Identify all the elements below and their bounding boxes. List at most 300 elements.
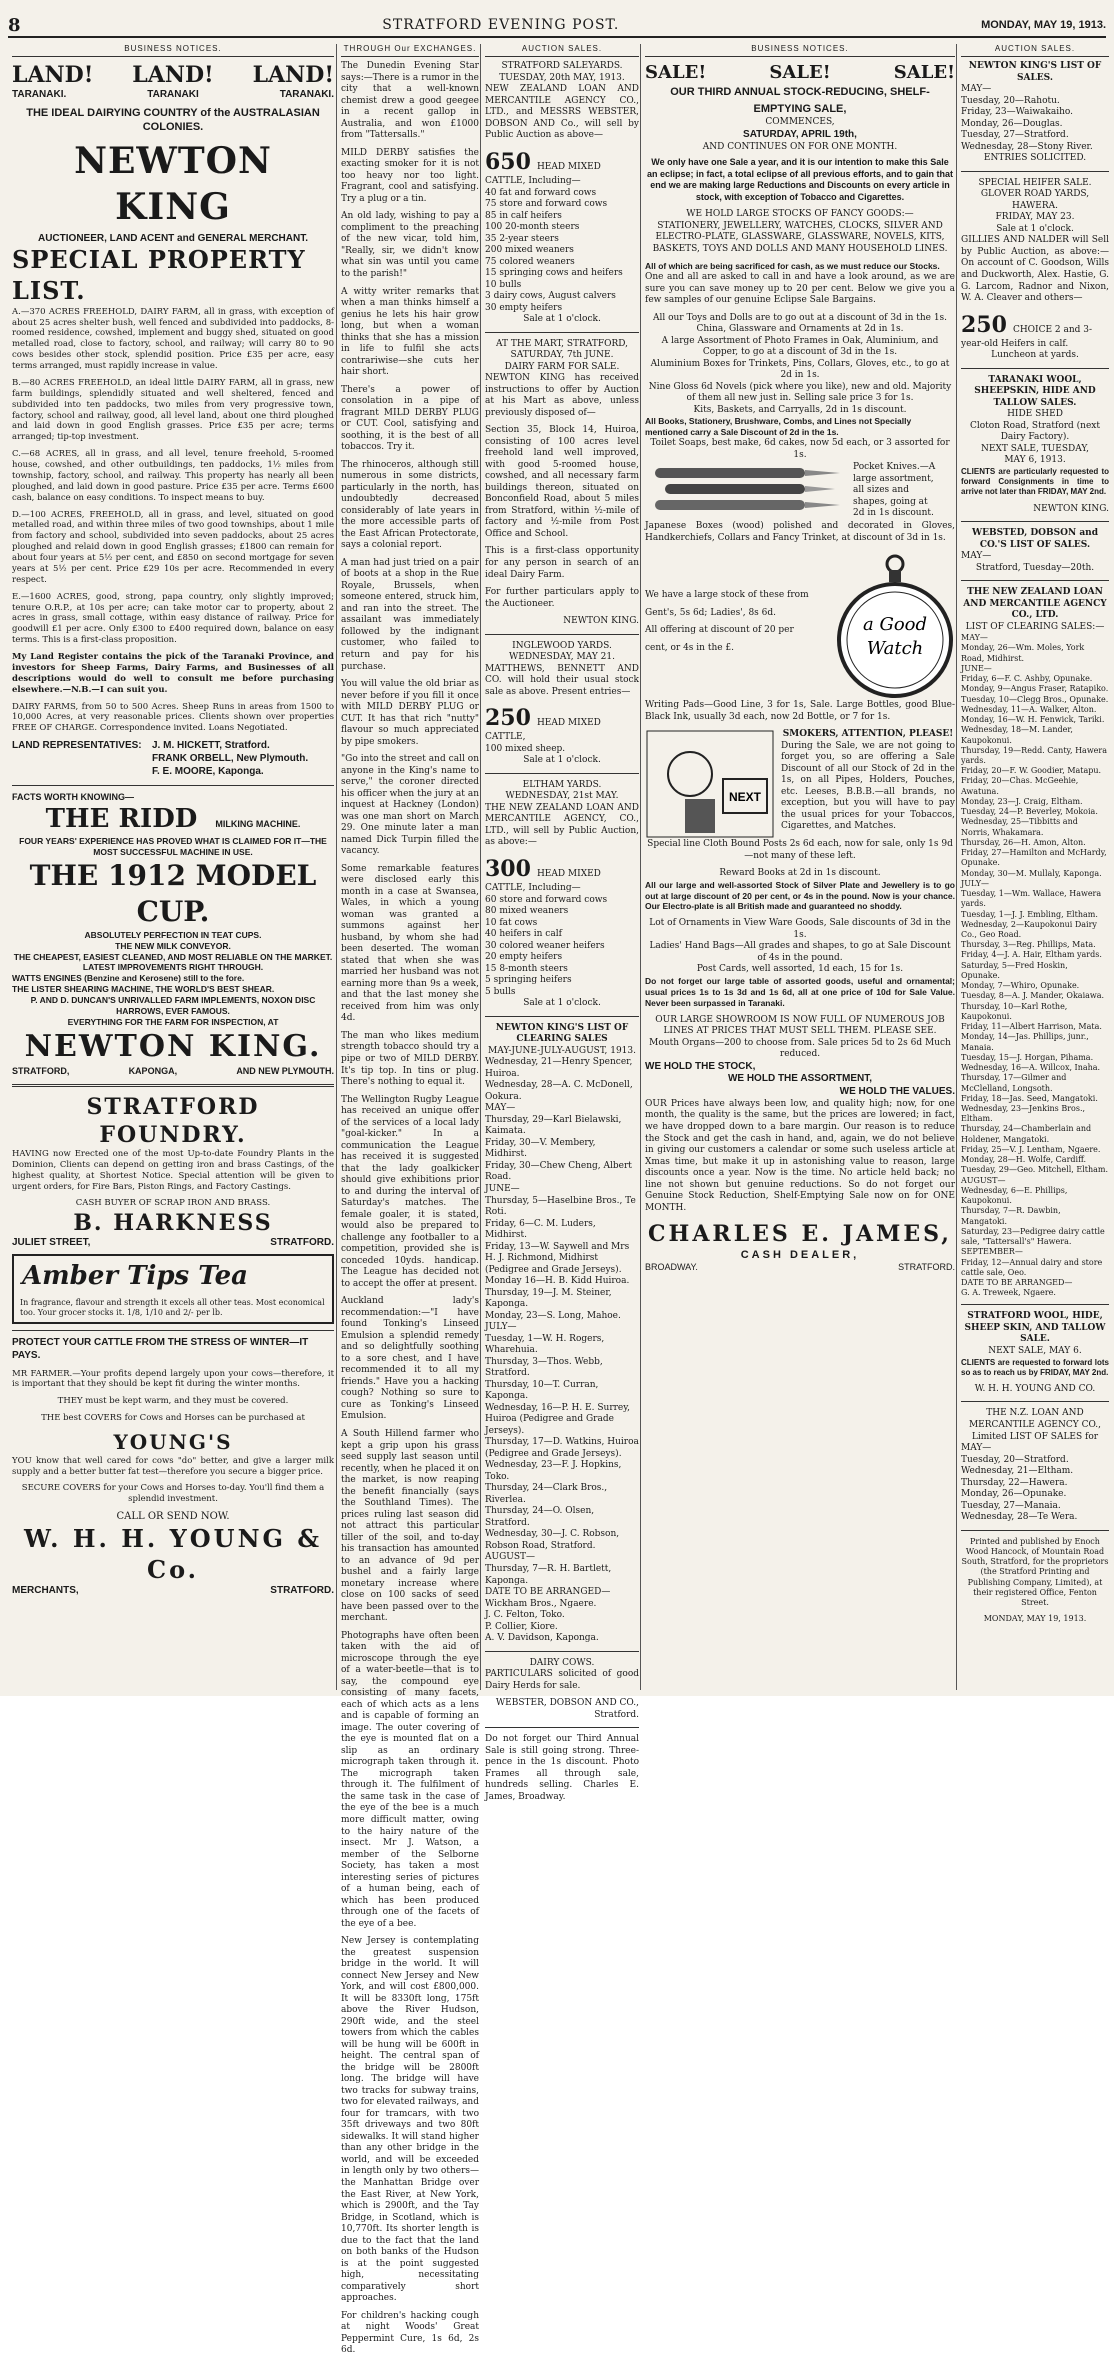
- nzl-item: Wednesday, 11—A. Walker, Alton.: [961, 704, 1097, 714]
- imprint-date: MONDAY, MAY 19, 1913.: [983, 1614, 1087, 1624]
- sacrificed: All of which are being sacrificed for cash, as we must reduce our Stocks.: [645, 261, 940, 272]
- nzl-item: Tuesday, 1—J. J. Embling, Eltham.: [961, 909, 1098, 919]
- clearing-item: Friday, 6—C. M. Luders, Midhirst.: [485, 1218, 596, 1241]
- rep-line: [12, 766, 334, 779]
- wool-sales: TARANAKI WOOL, SHEEPSKIN, HIDE AND TALLOW SALES.: [974, 374, 1096, 408]
- wool-sale-2: STRATFORD WOOL, HIDE, SHEEP SKIN, AND TALLOW SALE.: [964, 1311, 1106, 1345]
- clearing-item: Wednesday, 30—J. C. Robson, Robson Road, Stratford.: [485, 1529, 620, 1551]
- nzl-item: SEPTEMBER—: [961, 1247, 1023, 1257]
- sale2-text: NEWTON KING has received instructions to offer by Auction at his Mart as above, unless previously disposed of—: [485, 373, 639, 418]
- sale-item: 75 colored weaners: [485, 256, 575, 267]
- sale-item: 30 colored weaner heifers: [485, 940, 605, 951]
- gillies-text: GILLIES AND NALDER will Sell by Public Auction, as above:—On account of C. Goodson, Wills and Duckworth, Alex. Hastie, G. G. Larcom, Radnor and Nixon, W. A. Cleaver and others—: [961, 235, 1109, 304]
- nzl-item: Monday, 9—Angus Fraser, Ratapiko.: [961, 684, 1109, 694]
- newspaper-title: STRATFORD EVENING POST.: [382, 17, 620, 33]
- we-hold: WE HOLD LARGE STOCKS OF FANCY GOODS:—: [686, 209, 914, 220]
- sale4-what: HEAD MIXED CATTLE, Including—: [485, 868, 601, 894]
- luncheon: Luncheon at yards.: [991, 350, 1079, 361]
- nzl-item: Friday, 27—Hamilton and McHardy, Opunake.: [961, 848, 1107, 868]
- nk-sig: NEWTON KING.: [1033, 503, 1109, 514]
- knives-text: [853, 462, 935, 520]
- divider: [485, 773, 639, 774]
- sale-item: 60 store and forward cows: [485, 894, 608, 905]
- lister-line: THE LISTER SHEARING MACHINE, THE WORLD'S BEST SHEAR.: [12, 984, 275, 995]
- model-cup: THE 1912 MODEL CUP.: [29, 859, 317, 928]
- nzl-item: Tuesday, 29—Geo. Mitchell, Eltham.: [961, 1165, 1109, 1175]
- sale2-what: DAIRY FARM FOR SALE.: [504, 361, 620, 372]
- issue-date: MONDAY, MAY 19, 1913.: [981, 19, 1106, 31]
- nk-item: Tuesday, 27—Stratford.: [961, 130, 1069, 141]
- sale-word: SALE!: [769, 62, 831, 84]
- nzl-item: Thursday, 24—Chamberlain and Holdener, Mangatoki.: [961, 1124, 1092, 1144]
- exchange-paragraph: Auckland lady's recommendation:—"I have found Tonking's Linseed Emulsion a splendid remedy and so delightfully soothing to a sore chest, and I have recommended it to all my friends." Have you a hacking cough? Nothing so sure to cure as Tonking's Linseed Emulsion.: [341, 1296, 479, 1422]
- divider: [485, 332, 639, 333]
- column-heading: AUCTION SALES.: [485, 44, 639, 57]
- watch-label-a: a Good: [862, 614, 928, 636]
- taranaki-row: [12, 89, 334, 102]
- special-line: Special line Cloth Bound Posts 2s 6d each, now for sale, only 1s 9d—not many of these left.: [647, 839, 953, 861]
- secure-covers: SECURE COVERS for your Cows and Horses to-day. You'll find them a splendid investment.: [21, 1483, 325, 1505]
- town: AND NEW PLYMOUTH.: [236, 1066, 334, 1077]
- town: KAPONGA,: [128, 1066, 178, 1077]
- nzl-items: [961, 633, 1109, 1298]
- nzl-item: Wednesday, 18—M. Lander, Kaupokonui.: [961, 725, 1073, 745]
- glover-yards: GLOVER ROAD YARDS, HAWERA.: [980, 189, 1090, 211]
- sale-word: SALE!: [645, 62, 707, 84]
- sale-item: 5 springing heifers: [485, 975, 572, 986]
- japanese-boxes: Japanese Boxes (wood) polished and decorated in Gloves, Handkerchiefs, Collars and Fancy Trinket, at discount of 3d in 1s.: [645, 521, 955, 543]
- latest-line: LATEST IMPROVEMENTS RIGHT THROUGH.: [82, 962, 264, 973]
- spacer: [12, 766, 152, 779]
- sale-item: 30 empty heifers: [485, 302, 563, 313]
- nzl-item: Friday, 12—Annual dairy and store cattle sale, Oeo.: [961, 1257, 1103, 1277]
- stationery: STATIONERY, JEWELLERY, WATCHES, CLOCKS, SILVER AND ELECTRO-PLATE, GLASSWARE, GLASSWARE, NOVELS, KITS, BASKETS, TOYS AND DOLLS AND MANY HOUSEHOLD LINES.: [652, 220, 948, 254]
- post-cards: Post Cards, well assorted, 1d each, 15 for 1s.: [696, 964, 904, 975]
- divider: [961, 1401, 1109, 1402]
- sale4-time: Sale at 1 o'clock.: [523, 998, 601, 1009]
- sale4-text: THE NEW ZEALAND LOAN AND MERCANTILE AGENCY, CO., LTD., will sell by Public Auction, as above:—: [485, 802, 639, 848]
- nzm-item: MAY—: [961, 1443, 992, 1454]
- head-count: 250: [961, 311, 1007, 338]
- clearing-item: JUNE—: [485, 1183, 520, 1194]
- exchange-paragraph: A witty writer remarks that when a man thinks himself a genius he lets his hair grow long, but when a woman thinks that she has a mission in life to fulfil she acts contrariwise—she cuts her hair short.: [341, 286, 479, 378]
- pocket-knives-ad: [645, 461, 955, 521]
- nk-item: Wednesday, 28—Stony River.: [961, 141, 1093, 152]
- stratford-20: Stratford, Tuesday—20th.: [975, 562, 1095, 573]
- knives-line: all sizes and: [853, 485, 909, 496]
- sale3-what: HEAD MIXED CATTLE,: [485, 718, 601, 743]
- watch-line: All offering at discount of 20 per: [645, 625, 794, 636]
- arranged-item: J. C. Felton, Toko.: [485, 1610, 565, 1621]
- nzl-item: Friday, 20—Chas. McGeehie, Awatuna.: [961, 776, 1079, 796]
- kits: Kits, Baskets, and Carryalls, 2d in 1s discount.: [693, 404, 907, 415]
- sale1-date: TUESDAY, 20th MAY, 1913.: [499, 72, 625, 83]
- whh-young: W. H. H. YOUNG & Co.: [23, 1523, 323, 1584]
- clearing-item: Wednesday, 28—A. C. McDonell, Ookura.: [485, 1080, 633, 1102]
- hand-bags: Ladies' Hand Bags—All grades and shapes, to go at Sale Discount of 4s in the pound.: [649, 941, 951, 963]
- column-auction-sales: [480, 44, 643, 1802]
- sale1-items: [485, 188, 639, 315]
- nzl-item: AUGUST—: [961, 1175, 1006, 1185]
- sale-item: 80 mixed weaners: [485, 906, 569, 917]
- exchange-paragraph: Some remarkable features were disclosed early this month in a case at Swansea, Wales, in which a young woman was granted a summons against her husband, by whom she had been deserted. The woman stated that when she was married her husband was not earning more than 9s a week, and that the last money she received from him was only 4d.: [341, 863, 479, 1024]
- exchange-paragraph: A man had just tried on a pair of boots at a shop in the Rue Royale, Brussels, when someone entered, struck him, and ran into the street. The assailant was immediately followed by the indignant customer, who failed to return and pay for his purchase.: [341, 557, 479, 672]
- taranaki-word: TARANAKI.: [279, 89, 334, 101]
- clearing-list-items: [485, 1057, 639, 1587]
- exchange-paragraph: "Go into the street and call on anyone in the King's name to serve," the coroner directed his officer when the jury at an inquest at Hackney (London) was one man short on March 29. One minute later a man named Dick Turpin filled the vacancy.: [341, 754, 479, 857]
- divider: [485, 1016, 639, 1017]
- sale4-date: WEDNESDAY, 21st MAY.: [505, 791, 619, 802]
- sale-item: 75 store and forward cows: [485, 199, 608, 210]
- column-heading: AUCTION SALES.: [961, 44, 1109, 57]
- cj-address: [645, 1262, 955, 1274]
- exchange-paragraphs: [341, 61, 479, 2356]
- property-item: A.—370 ACRES FREEHOLD, DAIRY FARM, all in grass, with exception of about 25 acres shelter bush, well fenced and subdivided into paddocks, 8-roomed residence, cowshed, implement and buggy shed, situated on good metalled road, close to factory, school, and railway; will carry 80 to 90 cows besides other stock, splendid position. Price £35 per acre, easy terms arranged, must rapidly increase in value.: [12, 306, 334, 372]
- knives-line: 2d in 1s discount.: [853, 508, 934, 519]
- clearing-item: Thursday, 24—O. Olsen, Stratford.: [485, 1506, 595, 1528]
- page-number: 8: [8, 14, 21, 36]
- sale-item: 10 fat cows: [485, 917, 538, 928]
- cheapest-line: THE CHEAPEST, EASIEST CLEANED, AND MOST RELIABLE ON THE MARKET.: [13, 951, 333, 962]
- novels: Nine Gloss 6d Novels (pick where you like), new and old. Majority of them all new just in. Selling sale price 3 for 1s.: [648, 381, 952, 404]
- head-count: 250: [485, 705, 531, 732]
- nzm-item: Thursday, 22—Hawera.: [961, 1477, 1068, 1488]
- photo-frames: A large Assortment of Photo Frames in Oak, Aluminium, and Copper, to go at a discount of 3d in the 1s.: [661, 335, 939, 358]
- dairy-cows: DAIRY COWS.: [529, 1657, 595, 1668]
- broadway: BROADWAY.: [645, 1262, 698, 1273]
- entries: ENTRIES SOLICITED.: [983, 153, 1087, 164]
- imprint: Printed and published by Enoch Wood Hancock, of Mountain Road South, Stratford, for the proprietors (the Stratford Printing and Publishing Company, Limited), at their registered Office, Fenton Street.: [961, 1536, 1109, 1608]
- rep-name: J. M. HICKETT, Stratford.: [152, 740, 270, 752]
- nzm-item: Wednesday, 21—Eltham.: [961, 1466, 1074, 1477]
- arranged-item: P. Collier, Kiore.: [485, 1621, 558, 1632]
- arranged-item: Wickham Bros., Ngaere.: [485, 1598, 597, 1609]
- watch-line: cent, or 4s in the £.: [645, 642, 735, 653]
- land-register: My Land Register contains the pick of the Taranaki Province, and investors for Sheep Farms, Dairy Farms, and Businesses of all descriptions would do well to consult me before purchasing elsewhere.—N.B.—I can suit you.: [12, 652, 334, 695]
- divider: [961, 368, 1109, 369]
- foundry-heading: STRATFORD FOUNDRY.: [86, 1093, 260, 1148]
- nzl-item: Thursday, 3—Reg. Phillips, Mata.: [961, 940, 1096, 950]
- nk-item: Tuesday, 20—Rahotu.: [961, 95, 1060, 106]
- merchants-label: MERCHANTS,: [12, 1585, 79, 1597]
- duncan-line: P. AND D. DUNCAN'S UNRIVALLED FARM IMPLEMENTS, NOXON DISC HARROWS, EVER FAMOUS.: [30, 995, 316, 1016]
- commences: COMMENCES,: [765, 117, 835, 128]
- head-count: 650: [485, 148, 531, 175]
- nk-list-items: [961, 84, 1109, 153]
- reward-books: Reward Books at 2d in 1s discount.: [719, 868, 881, 879]
- one-oclock: Sale at 1 o'clock.: [996, 223, 1074, 234]
- sale2-body: Section 35, Block 14, Huiroa, consisting of 100 acres level freehold land well improved, with good 5-roomed house, cowshed, and all necessary farm buildings thereon, situated on Bonconfield Road, about 5 miles from Stratford, within ½-mile of factory and ½-mile from Post Office and School.: [485, 425, 639, 539]
- books: All Books, Stationery, Brushware, Combs, and Lines not Specially mentioned carry a Sale Discount of 2d in the 1s.: [645, 416, 912, 438]
- auctioneer-line: AUCTIONEER, LAND ACENT and GENERAL MERCHANT.: [37, 232, 308, 244]
- nzl-item: Friday, 20—F. W. Goodier, Matapu.: [961, 766, 1102, 776]
- sale-banner: [645, 61, 955, 84]
- protect-cattle: PROTECT YOUR CATTLE FROM THE STRESS OF WINTER—IT PAYS.: [12, 1336, 309, 1361]
- sale-item: 100 20-month steers: [485, 222, 580, 233]
- clearing-item: Monday 16—H. B. Kidd Huiroa.: [485, 1276, 630, 1287]
- exchange-paragraph: MILD DERBY satisfies the exacting smoker for it is not too heavy nor too light. Fragrant, cool and satisfying. Try a plug or a tin.: [341, 147, 479, 204]
- nzl-item: Wednesday, 6—E. Phillips, Kaupokonui.: [961, 1185, 1068, 1206]
- nk-list-title: NEWTON KING'S LIST OF SALES.: [968, 61, 1102, 83]
- hold-values: WE HOLD THE VALUES.: [839, 1086, 955, 1098]
- nzl-item: Monday, 23—J. Craig, Eltham.: [961, 796, 1083, 806]
- property-item: D.—100 ACRES, FREEHOLD, all in grass, and level, situated on good metalled road, and within three miles of two good townships, about 1 mile from factory and school, subdivided into seven paddocks, about 25 acres ploughed and relaid down in good English grasses; £1800 can remain for about four years at 5½ per cent, and £850 on second mortgage for seven years at 5½ per cent. Price £29 10s per acre. Recommended in every respect.: [12, 509, 334, 585]
- nzl-item: Monday, 28—H. Wolfe, Cardiff.: [961, 1155, 1087, 1165]
- nzl-item: Saturday, 5—Fred Hoskin, Opunake.: [961, 960, 1068, 980]
- showroom: OUR LARGE SHOWROOM IS NOW FULL OF NUMEROUS JOB LINES AT PRICES THAT MUST SELL THEM. PLEASE SEE.: [655, 1014, 945, 1037]
- sale1-time: Sale at 1 o'clock.: [523, 314, 601, 325]
- column-business-notices: [8, 44, 338, 1690]
- nzl-item: DATE TO BE ARRANGED—: [961, 1277, 1073, 1287]
- property-item: C.—68 ACRES, all in grass, and all level, tenure freehold, 5-roomed house, cowshed, and other outbuildings, ten paddocks, 1½ miles from township, factory, school, and railway. This property has nearly all been ploughed, and laid down in good pasture. Price £35 per acre. Terms £600 cash, balance on easy conditions. To inspect means to buy.: [12, 449, 334, 503]
- divider: [485, 1727, 639, 1728]
- merchants-town: STRATFORD.: [270, 1585, 334, 1597]
- particulars: PARTICULARS solicited of good Dairy Herds for sale.: [485, 1669, 639, 1691]
- sale4-count: [485, 855, 639, 895]
- do-not-forget: Do not forget our large table of assorted goods, useful and ornamental; usual prices 1s to 1s 3d and 1s 6d, all at one price of 10d for Sale Value. Never been surpassed in Taranaki.: [645, 975, 955, 1008]
- land-word: LAND!: [132, 62, 214, 89]
- divider: [961, 580, 1109, 581]
- smokers-ad: [645, 729, 955, 839]
- nzl-item: Thursday, 26—H. Amon, Alton.: [961, 837, 1086, 847]
- nzm-items: [961, 1443, 1109, 1524]
- nzl-item: MAY—: [961, 633, 988, 643]
- knives-icon: [645, 462, 845, 520]
- taranaki-word: TARANAKI.: [12, 89, 67, 101]
- cash-buyer: CASH BUYER OF SCRAP IRON AND BRASS.: [75, 1198, 271, 1209]
- choice-text: CHOICE 2 and 3-year-old Heifers in calf.: [961, 324, 1093, 349]
- nzl-item: Friday, 4—J. A. Hair, Eltham yards.: [961, 950, 1102, 960]
- hold-stock: WE HOLD THE STOCK,: [645, 1060, 756, 1072]
- youngs-heading: YOUNG'S: [113, 1430, 233, 1455]
- dairy-farms: DAIRY FARMS, from 50 to 500 Acres. Sheep Runs in areas from 1500 to 10,000 Acres, at very reasonable prices. Clients shown over properties FREE OF CHARGE. Correspondence invited. Loans Negotiated.: [12, 701, 334, 734]
- nzl-item: Tuesday, 24—P. Beverley, Mokoia.: [961, 807, 1098, 817]
- sale3-title: INGLEWOOD YARDS.: [512, 640, 612, 651]
- cloton-road: Cloton Road, Stratford (next Dairy Factory).: [970, 420, 1100, 443]
- divider: [12, 785, 334, 786]
- nzm-item: Wednesday, 28—Te Wera.: [961, 1512, 1078, 1523]
- continues: AND CONTINUES ON FOR ONE MONTH.: [702, 141, 898, 152]
- clearing-item: Thursday, 7—R. H. Bartlett, Kaponga.: [485, 1564, 612, 1586]
- sale2-title: AT THE MART, STRATFORD,: [496, 338, 628, 349]
- prices-paragraph: OUR Prices have always been low, and quality high; now, for one month, the quality is the same, but the prices are lowered; in fact, we have dropped down to a bare margin. Our reason is to reduce the Stock and get the cash in hand, and, again, we do not believe in giving our customers a calendar or some such useless article at Xmas time, but make it up in astonishing value to reason, large discounts once a year. Now is the time. No article held back; no line not shown but genuine reductions. So do not forget our Genuine Stock Reduction, Shelf-Emptying Sale now on for ONE MONTH.: [645, 1098, 955, 1213]
- nzl-item: Thursday, 19—Redd. Canty, Hawera yards.: [961, 745, 1107, 766]
- watch-line: Gent's, 5s 6d; Ladies', 8s 6d.: [645, 607, 777, 618]
- best-covers: THE best COVERS for Cows and Horses can be purchased at: [41, 1413, 305, 1424]
- exchange-paragraph: The Wellington Rugby League has received an unique offer of the services of a local lady "goal-kicker." In a communication the League has received it is suggested that the lady goalkicker should give exhibitions prior to and during the interval of Saturday's matches. The female goaler, it is stated, would also be prepared to challenge any footballer to a competition, provided she is conceded 10yds. handicap. The League has decided not to accept the offer at present.: [341, 1094, 479, 1289]
- amber-title: Amber Tips Tea: [22, 1261, 249, 1292]
- absolutely-line: ABSOLUTELY PERFECTION IN TEAT CUPS.: [84, 929, 262, 940]
- clearing-item: Thursday, 5—Haselbine Bros., Te Roti.: [485, 1195, 636, 1218]
- clients-note-2: CLIENTS are requested to forward lots so as to reach us by FRIDAY, MAY 2nd.: [961, 1357, 1109, 1377]
- exchange-paragraph: A South Hillend farmer who kept a grip upon his grass seed supply last season until recently, when he placed it on the market, is now reaping the benefit financially (says the Southland Times). The prices ruling last season did not attract this particular tiller of the soil, and to-day his transaction has amounted to an advance of 9d per bushel and a fairly large monetary increase where close on 100 sacks of seed have been passed over to the merchant.: [341, 1428, 479, 1624]
- saturday: SATURDAY, APRIL 19th,: [743, 128, 857, 140]
- smoker-next-icon: [645, 729, 775, 839]
- clearing-item: Thursday, 3—Thos. Webb, Stratford.: [485, 1356, 603, 1379]
- nzl-item: Wednesday, 2—Kaupokonui Dairy Co., Geo Road.: [961, 919, 1097, 939]
- toys: All our Toys and Dolls are to go out at a discount of 3d in the 1s.: [652, 312, 948, 323]
- sale1-what: HEAD MIXED CATTLE, Including—: [485, 161, 601, 186]
- divider: [485, 634, 639, 635]
- third-annual: OUR THIRD ANNUAL STOCK-REDUCING, SHELF-EMPTYING SALE,: [670, 86, 930, 115]
- rep-line: [12, 753, 334, 766]
- exchange-paragraph: New Jersey is contemplating the greatest suspension bridge in the world. It will connect New Jersey and New York, and will cost £800,000. It will be 8330ft long, 175ft above the River Hudson, 290ft wide, and the steel towers from which the cables will be hung will be 600ft in height. The central span of the bridge will be 2800ft long. The bridge will have two tracks for subway trains, two for elevated railways, and four for tramcars, with two 35ft driveways and two 80ft sidewalks. It will stand higher than any other bridge in the world, and will be exceeded in length only by two others—the Manhattan Bridge over the East River, at New York, which is 2900ft, and the Tay Bridge, in Scotland, which is 10,770ft. Its shorter length is due to the fact that the land on both banks of the Hudson is at the point suggested high, necessitating comparatively short approaches.: [341, 1936, 479, 2304]
- watts-line: WATTS ENGINES (Benzine and Kerosene) still to the fore.: [12, 973, 245, 984]
- nzl-item: Thursday, 7—R. Dawbin, Mangatoki.: [961, 1206, 1061, 1226]
- nzm-item: Tuesday, 27—Manaia.: [961, 1500, 1061, 1511]
- smokers-text: [781, 729, 955, 839]
- mouth-organs: Mouth Organs—200 to choose from. Sale prices 5d to 2s 6d Much reduced.: [649, 1037, 951, 1060]
- clearing-item: Thursday, 17—D. Watkins, Huiroa (Pedigree and Grade Jerseys).: [485, 1437, 639, 1459]
- clearing-list-period: MAY-JUNE-JULY-AUGUST, 1913.: [488, 1045, 636, 1056]
- clearing-item: Thursday, 29—Karl Bielawski, Kaimata.: [485, 1114, 622, 1137]
- clearing-item: Friday, 13—W. Saywell and Mrs H. J. Richmond, Midhirst (Pedigree and Grade Jerseys).: [485, 1241, 630, 1275]
- toilet-soaps: Toilet Soaps, best make, 6d cakes, now 5d each, or 3 assorted for 1s.: [650, 438, 950, 460]
- nk-item: MAY—: [961, 84, 992, 95]
- choice-count: [961, 311, 1109, 351]
- ridd-banner: [12, 803, 334, 836]
- clearing-item: Friday, 30—Chew Cheng, Albert Road.: [485, 1160, 632, 1183]
- nzl-list: LIST OF CLEARING SALES:—: [965, 621, 1105, 632]
- nzl-item: Wednesday, 25—Tibbitts and Norris, Whakamara.: [961, 817, 1078, 837]
- they-must: THEY must be kept warm, and they must be covered.: [57, 1396, 289, 1407]
- sale-word: SALE!: [893, 62, 955, 84]
- merchants-row: [12, 1585, 334, 1598]
- webster-list: WEBSTED, DOBSON and CO.'S LIST OF SALES.: [972, 528, 1098, 550]
- nzl-item: Wednesday, 16—A. Willcox, Inaha.: [961, 1063, 1101, 1073]
- clearing-item: Thursday, 10—T. Curran, Kaponga.: [485, 1379, 599, 1402]
- clearing-item: Wednesday, 23—F. J. Hopkins, Toko.: [485, 1460, 622, 1482]
- nzl-item: Wednesday, 23—Jenkins Bros., Eltham.: [961, 1103, 1086, 1124]
- conveyor-line: THE NEW MILK CONVEYOR.: [115, 940, 231, 951]
- everything-line: EVERYTHING FOR THE FARM FOR INSPECTION, AT: [67, 1016, 279, 1027]
- sale2-body2: This is a first-class opportunity for any person in search of an ideal Dairy Farm.: [485, 546, 639, 580]
- one-and-all: One and all are asked to call in and have a look around, as we are sure you can save money up to 20 per cent. Below we give you a few samples of our genuine Eclipse Sale Bargains.: [645, 272, 955, 306]
- land-banner: [12, 61, 334, 89]
- clearing-item: Wednesday, 21—Henry Spencer, Huiroa.: [485, 1057, 633, 1079]
- juliet-street: JULIET STREET,: [12, 1237, 91, 1249]
- sale2-date: SATURDAY, 7th JUNE.: [510, 350, 614, 361]
- taranaki-word: TARANAKI: [147, 89, 199, 101]
- land-word: LAND!: [12, 62, 94, 89]
- hide-shed: HIDE SHED: [1007, 409, 1063, 420]
- clearing-item: AUGUST—: [485, 1552, 536, 1563]
- nzl-item: Monday, 16—W. H. Fenwick, Tariki.: [961, 715, 1105, 725]
- charles-james: CHARLES E. JAMES,: [648, 1221, 952, 1248]
- clearing-item: Friday, 30—V. Membery, Midhirst.: [485, 1137, 596, 1160]
- arranged-title: DATE TO BE ARRANGED—: [485, 1587, 611, 1598]
- land-representatives: [12, 740, 334, 753]
- exchange-paragraph: For children's hacking cough at night Woods' Great Peppermint Cure, 1s 6d, 2s 6d.: [341, 2310, 479, 2356]
- nzl-item: Tuesday, 1—Wm. Wallace, Hawera yards.: [961, 889, 1102, 909]
- cj-town: STRATFORD.: [898, 1262, 955, 1273]
- clearing-item: Tuesday, 1—W. H. Rogers, Wharehuia.: [485, 1333, 605, 1356]
- sale1-count: [485, 148, 639, 188]
- column-exchanges: [336, 44, 483, 2356]
- divider: [12, 1084, 334, 1087]
- sale1-title: STRATFORD SALEYARDS.: [501, 61, 623, 72]
- knives-line: large assortment,: [853, 473, 934, 484]
- sale-item: 10 bulls: [485, 279, 522, 290]
- nzl-item: G. A. Treweek, Ngaere.: [961, 1288, 1056, 1298]
- divider: [961, 171, 1109, 172]
- may6: MAY 6, 1913.: [1004, 455, 1066, 466]
- property-item: E.—1600 ACRES, good, strong, papa country, only slightly improved; tenure O.R.P., at 10s per acre; can take motor car to property, about 2 acres in grass, small cottage, within easy distance of railway. Price for goodwill £1 per acre. Only £300 to £400 required down, balance on easy terms. This is a first-class proposition.: [12, 591, 334, 646]
- sale4-title: ELTHAM YARDS.: [522, 779, 602, 790]
- knives-line: Pocket Knives.—A: [853, 462, 936, 473]
- next-sale-2: NEXT SALE, MAY 6.: [988, 1345, 1082, 1356]
- watch-text: [645, 590, 835, 660]
- newton-king-heading: NEWTON KING: [74, 140, 272, 229]
- column-auction-sales-2: [956, 44, 1113, 1690]
- nzl-item: Friday, 11—Albert Harrison, Mata.: [961, 1022, 1102, 1032]
- china: China, Glassware and Ornaments at 2d in 1s.: [696, 324, 904, 335]
- nzm-item: Tuesday, 20—Stratford.: [961, 1454, 1069, 1465]
- column-charles-james: [640, 44, 959, 1690]
- column-heading: BUSINESS NOTICES.: [12, 44, 334, 57]
- nzl-item: JULY—: [961, 878, 990, 888]
- nzl-item: Thursday, 17—Gilmer and McClelland, Longsoth.: [961, 1073, 1067, 1093]
- sale-item: 200 mixed weaners: [485, 245, 574, 256]
- sale2-body3: For further particulars apply to the Auctioneer.: [485, 587, 639, 609]
- foundry-town: STRATFORD.: [270, 1237, 334, 1249]
- may-label: MAY—: [961, 551, 992, 562]
- nzl-item: Thursday, 10—Karl Rothe, Kaupokonui.: [961, 1001, 1068, 1021]
- nzl-item: Friday, 25—V. J. Lentham, Ngaere.: [961, 1144, 1101, 1154]
- divider: [961, 521, 1109, 522]
- juliet-row: [12, 1237, 334, 1250]
- heifer-sale: SPECIAL HEIFER SALE.: [978, 177, 1092, 188]
- nzl-item: Monday, 30—M. Mullaly, Kaponga.: [961, 868, 1102, 878]
- nk-item: Friday, 23—Waiwakaiho.: [961, 107, 1074, 118]
- nzl-item: Friday, 18—Jas. Seed, Mangatoki.: [961, 1093, 1098, 1103]
- nzm-item: Monday, 26—Opunake.: [961, 1489, 1067, 1500]
- divider: [961, 1304, 1109, 1305]
- sale-item: 40 heifers in calf: [485, 929, 562, 940]
- exchange-paragraph: The Dunedin Evening Star says:—There is a rumor in the city that a well-known chemist drew a good geegee in a recent gallop in Australia, and won £1000 from "Tattersalls.": [341, 61, 479, 141]
- sale-item: 35 2-year steers: [485, 233, 559, 244]
- exchange-paragraph: The man who likes medium strength tobacco should try a pipe or two of MILD DERBY. It's tip top. In tins or plug. There's nothing to equal it.: [341, 1030, 479, 1088]
- facts-worth-knowing: FACTS WORTH KNOWING—: [12, 791, 134, 802]
- head-count: 300: [485, 855, 531, 882]
- amber-tips-ad: [12, 1254, 334, 1324]
- watch-label-b: Watch: [866, 638, 924, 660]
- clients-note: CLIENTS are particularly requested to forward Consignments in time to arrive not later than FRIDAY, MAY 2nd.: [961, 466, 1109, 497]
- nzl-item: Monday, 14—Jas. Phillips, junr., Manaia.: [961, 1032, 1089, 1052]
- clearing-item: Thursday, 24—Clark Bros., Riverlea.: [485, 1483, 608, 1505]
- sale-item: 3 dairy cows, August calvers: [485, 291, 616, 302]
- ornaments: Lot of Ornaments in View Ware Goods, Sale discounts of 3d in the 1s.: [649, 918, 951, 940]
- exchange-paragraph: You will value the old briar as never before if you fill it once with MILD DERBY PLUG or CUT. It has that rich "nutty" flavour so much appreciated by pipe smokers.: [341, 679, 479, 747]
- arranged-item: A. V. Davidson, Kaponga.: [485, 1633, 599, 1644]
- sale3-time: Sale at 1 o'clock.: [523, 755, 601, 766]
- column-heading: BUSINESS NOTICES.: [645, 44, 955, 57]
- divider: [961, 1530, 1109, 1531]
- nzm-title: THE N.Z. LOAN AND MERCANTILE AGENCY CO., Limited LIST OF SALES for: [968, 1408, 1102, 1442]
- whh-sig: W. H. H. YOUNG AND CO.: [974, 1383, 1096, 1394]
- arranged-items: [485, 1599, 639, 1645]
- spacer: [12, 753, 152, 766]
- nzl-item: Monday, 7—Whiro, Opunake.: [961, 981, 1080, 991]
- mr-farmer: MR FARMER.—Your profits depend largely upon your cows—therefore, it is important that they should be kept fit during the winter months.: [12, 1368, 334, 1390]
- sale3-date: WEDNESDAY, MAY 21.: [509, 652, 615, 663]
- silver-plate: All our large and well-assorted Stock of Silver Plate and Jewellery is to go out at large discount of 20 per cent, or 4s in the pound. Now is your chance. Our Electro-plate is all British made and guaranteed no shoddy.: [645, 879, 955, 912]
- sale2-sig: NEWTON KING.: [563, 616, 639, 627]
- exchange-paragraph: There's a power of consolation in a pipe of fragrant MILD DERBY PLUG or CUT. Cool, satisfying and soothing, it is the best of all tobaccos. Try it.: [341, 384, 479, 453]
- sale-item: 15 8-month steers: [485, 963, 568, 974]
- call-or-send: CALL OR SEND NOW.: [116, 1511, 230, 1523]
- smokers-title: SMOKERS, ATTENTION, PLEASE!: [782, 729, 954, 740]
